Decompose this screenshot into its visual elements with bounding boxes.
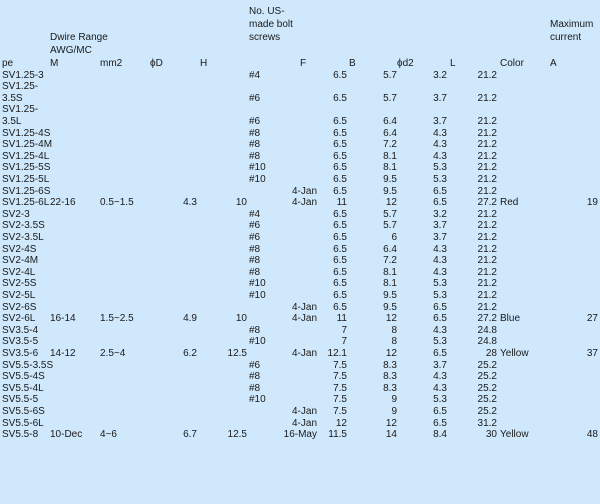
table-row	[0, 104, 600, 116]
cell-bolt: #10	[249, 278, 266, 290]
cell-pe: SV2-4M	[2, 255, 39, 267]
cell-L: 6.5	[433, 405, 447, 417]
cell-d2: 8.3	[383, 371, 397, 383]
cell-B: 11	[336, 197, 347, 209]
cell-pe: SV1.25-6S	[2, 185, 51, 197]
cell-d2: 8.1	[383, 150, 397, 162]
cell-bolt: #8	[249, 371, 261, 383]
cell-d2: 6.4	[383, 243, 397, 255]
cell-B: 6.5	[333, 162, 347, 174]
header-type: pe	[2, 58, 14, 69]
cell-t: 31.2	[477, 417, 497, 429]
cell-pe: SV1.25-6L	[2, 197, 50, 209]
cell-pe: SV2-4L	[2, 266, 36, 278]
cell-pe: 3.5S	[2, 92, 23, 104]
cell-t: 25.2	[477, 382, 497, 394]
cell-L: 6.5	[433, 347, 447, 359]
cell-pe: SV2-4S	[2, 243, 37, 255]
cell-B: 11	[336, 313, 347, 325]
cell-mm2: 1.5~2.5	[100, 313, 134, 325]
cell-pe: SV5.5-4L	[2, 382, 44, 394]
cell-A: 37	[586, 347, 598, 359]
cell-L: 5.3	[433, 289, 447, 301]
table-row	[0, 244, 600, 256]
header-m: M	[50, 58, 59, 69]
cell-d2: 8.1	[383, 278, 397, 290]
cell-L: 3.7	[433, 231, 447, 243]
header-screws: screws	[249, 32, 281, 43]
cell-B: 6.5	[333, 173, 347, 185]
cell-d2: 14	[385, 429, 397, 441]
cell-d2: 5.7	[383, 220, 397, 232]
cell-t: 21.2	[477, 150, 497, 162]
cell-bolt: #8	[249, 139, 261, 151]
cell-B: 7.5	[333, 405, 347, 417]
header-dwire-range: Dwire Range	[50, 32, 108, 43]
cell-d2: 9.5	[383, 289, 397, 301]
cell-d2: 9.5	[383, 185, 397, 197]
header-made-bolt: made bolt	[249, 19, 293, 30]
cell-t: 21.2	[477, 92, 497, 104]
cell-B: 6.5	[333, 150, 347, 162]
cell-bolt: #4	[249, 208, 261, 220]
cell-B: 6.5	[333, 115, 347, 127]
cell-B: 7.5	[333, 382, 347, 394]
cell-d2: 12	[385, 313, 397, 325]
cell-d2: 9	[391, 405, 397, 417]
cell-d2: 12	[385, 417, 397, 429]
cell-B: 6.5	[333, 185, 347, 197]
cell-pe: SV2-6L	[2, 313, 36, 325]
cell-pe: SV3.5-6	[2, 347, 39, 359]
table-row	[0, 220, 600, 232]
cell-L: 4.3	[433, 127, 447, 139]
cell-pe: SV1.25-4S	[2, 127, 51, 139]
table-row	[0, 360, 600, 372]
cell-pe: SV3.5-4	[2, 324, 39, 336]
cell-H: 10	[235, 313, 247, 325]
table-row	[0, 406, 600, 418]
cell-B: 12	[335, 417, 347, 429]
table-row	[0, 348, 600, 360]
header-phid2: ϕd2	[397, 58, 414, 69]
cell-d2: 6.4	[383, 127, 397, 139]
cell-t: 21.2	[477, 162, 497, 174]
cell-B: 6.5	[333, 220, 347, 232]
cell-B: 6.5	[333, 208, 347, 220]
cell-t: 21.2	[477, 208, 497, 220]
cell-bolt: #6	[249, 231, 261, 243]
cell-D: 6.2	[183, 347, 197, 359]
cell-bolt: #8	[249, 243, 261, 255]
cell-pe: 3.5L	[2, 115, 22, 127]
cell-L: 4.3	[433, 139, 447, 151]
cell-bolt: #10	[249, 162, 266, 174]
cell-t: 21.2	[477, 139, 497, 151]
cell-F: 4-Jan	[291, 313, 317, 325]
table-row	[0, 429, 600, 441]
cell-t: 21.2	[477, 289, 497, 301]
cell-pe: SV2-3.5S	[2, 220, 45, 232]
cell-pe: SV3.5-5	[2, 336, 39, 348]
header-H: H	[200, 58, 208, 69]
cell-L: 4.3	[433, 243, 447, 255]
cell-L: 3.7	[433, 115, 447, 127]
cell-F: 4-Jan	[291, 405, 317, 417]
cell-F: 16-May	[283, 429, 317, 441]
table-row	[0, 371, 600, 383]
header-color: Color	[500, 58, 524, 69]
header-no-us: No. US-	[249, 6, 285, 17]
cell-L: 5.3	[433, 278, 447, 290]
cell-L: 3.2	[433, 69, 447, 81]
cell-bolt: #10	[249, 173, 266, 185]
table-row	[0, 197, 600, 209]
cell-L: 4.3	[433, 382, 447, 394]
cell-F: 4-Jan	[291, 347, 317, 359]
cell-B: 6.5	[333, 127, 347, 139]
cell-d2: 8	[391, 336, 397, 348]
cell-t: 21.2	[477, 266, 497, 278]
cell-t: 25.2	[477, 371, 497, 383]
cell-d2: 8	[391, 324, 397, 336]
header-A: A	[550, 58, 557, 69]
table-row	[0, 267, 600, 279]
table-row	[0, 278, 600, 290]
cell-B: 6.5	[333, 255, 347, 267]
cell-B: 6.5	[333, 289, 347, 301]
cell-F: 4-Jan	[291, 301, 317, 313]
cell-bolt: #4	[249, 69, 261, 81]
cell-pe: SV1.25-5S	[2, 162, 51, 174]
cell-awg: 22-16	[50, 197, 76, 209]
cell-pe: SV1.25-3	[2, 69, 44, 81]
cell-bolt: #10	[249, 289, 266, 301]
cell-bolt: #8	[249, 255, 261, 267]
header-mm2: mm2	[100, 58, 123, 69]
cell-t: 21.2	[477, 243, 497, 255]
header-F: F	[300, 58, 307, 69]
cell-d2: 7.2	[383, 255, 397, 267]
cell-awg: 16-14	[50, 313, 76, 325]
cell-B: 6.5	[333, 139, 347, 151]
table-row	[0, 394, 600, 406]
cell-d2: 9.5	[383, 173, 397, 185]
header-maximum: Maximum	[550, 19, 594, 30]
cell-H: 10	[235, 197, 247, 209]
cell-B: 6.5	[333, 69, 347, 81]
cell-bolt: #6	[249, 92, 261, 104]
cell-L: 5.3	[433, 336, 447, 348]
cell-pe: SV5.5-8	[2, 429, 39, 441]
cell-pe: SV2-5S	[2, 278, 37, 290]
header-phiD: ϕD	[150, 58, 163, 69]
cell-t: 21.2	[477, 127, 497, 139]
cell-pe: SV5.5-6L	[2, 417, 44, 429]
cell-B: 7.5	[333, 394, 347, 406]
table-row	[0, 151, 600, 163]
cell-L: 3.2	[433, 208, 447, 220]
cell-t: 30	[485, 429, 497, 441]
cell-bolt: #6	[249, 220, 261, 232]
cell-B: 7.5	[333, 371, 347, 383]
cell-pe: SV1.25-4M	[2, 139, 53, 151]
header-B: B	[349, 58, 356, 69]
cell-d2: 6	[391, 231, 397, 243]
cell-pe: SV2-3.5L	[2, 231, 44, 243]
cell-B: 6.5	[333, 266, 347, 278]
cell-pe: SV5.5-4S	[2, 371, 45, 383]
cell-pe: SV2-5L	[2, 289, 36, 301]
cell-F: 4-Jan	[291, 197, 317, 209]
cell-d2: 5.7	[383, 92, 397, 104]
cell-L: 3.7	[433, 359, 447, 371]
cell-mm2: 4~6	[100, 429, 117, 441]
cell-t: 24.8	[477, 324, 497, 336]
cell-d2: 5.7	[383, 69, 397, 81]
table-row	[0, 383, 600, 395]
table-row	[0, 116, 600, 128]
cell-pe: SV5.5-6S	[2, 405, 45, 417]
cell-L: 5.3	[433, 162, 447, 174]
cell-bolt: #6	[249, 115, 261, 127]
cell-d2: 9	[391, 394, 397, 406]
table-row	[0, 232, 600, 244]
table-row	[0, 139, 600, 151]
table-row	[0, 325, 600, 337]
table-row	[0, 81, 600, 93]
cell-A: 48	[586, 429, 598, 441]
cell-t: 21.2	[477, 185, 497, 197]
cell-awg: 14-12	[50, 347, 76, 359]
cell-bolt: #8	[249, 382, 261, 394]
cell-t: 21.2	[477, 278, 497, 290]
cell-B: 6.5	[333, 301, 347, 313]
cell-mm2: 2.5~4	[100, 347, 126, 359]
cell-B: 12.1	[327, 347, 347, 359]
cell-color: Yellow	[500, 429, 529, 441]
table-row	[0, 93, 600, 105]
cell-mm2: 0.5~1.5	[100, 197, 134, 209]
cell-pe: SV1.25-4L	[2, 150, 50, 162]
cell-d2: 8.1	[383, 266, 397, 278]
cell-D: 6.7	[183, 429, 197, 441]
cell-B: 6.5	[333, 278, 347, 290]
cell-L: 4.3	[433, 266, 447, 278]
table-row	[0, 128, 600, 140]
table-row	[0, 162, 600, 174]
cell-L: 4.3	[433, 255, 447, 267]
table-row	[0, 290, 600, 302]
header-awg: AWG/MC	[50, 45, 92, 56]
cell-bolt: #8	[249, 324, 261, 336]
cell-t: 21.2	[477, 173, 497, 185]
cell-d2: 5.7	[383, 208, 397, 220]
cell-t: 24.8	[477, 336, 497, 348]
cell-t: 21.2	[477, 220, 497, 232]
cell-d2: 6.4	[383, 115, 397, 127]
cell-d2: 12	[385, 197, 397, 209]
cell-color: Red	[500, 197, 519, 209]
cell-d2: 8.3	[383, 359, 397, 371]
cell-L: 4.3	[433, 371, 447, 383]
cell-pe: SV2-6S	[2, 301, 37, 313]
cell-L: 6.5	[433, 197, 447, 209]
cell-d2: 7.2	[383, 139, 397, 151]
cell-d2: 9.5	[383, 301, 397, 313]
cell-awg: 10-Dec	[50, 429, 83, 441]
cell-B: 6.5	[333, 231, 347, 243]
cell-bolt: #10	[249, 336, 266, 348]
cell-pe: SV1.25-5L	[2, 173, 50, 185]
cell-F: 4-Jan	[291, 185, 317, 197]
cell-bolt: #8	[249, 266, 261, 278]
table-row	[0, 418, 600, 430]
cell-bolt: #6	[249, 359, 261, 371]
cell-t: 28	[485, 347, 497, 359]
table-row	[0, 313, 600, 325]
cell-D: 4.3	[183, 197, 197, 209]
table-row	[0, 336, 600, 348]
cell-D: 4.9	[183, 313, 197, 325]
cell-color: Yellow	[500, 347, 529, 359]
cell-H: 12.5	[227, 347, 247, 359]
cell-L: 8.4	[433, 429, 447, 441]
cell-d2: 8.3	[383, 382, 397, 394]
cell-B: 11.5	[328, 429, 347, 441]
table-row	[0, 209, 600, 221]
cell-A: 27	[586, 313, 598, 325]
cell-pe: SV1.25-	[2, 81, 39, 93]
cell-d2: 12	[385, 347, 397, 359]
cell-B: 7	[341, 324, 347, 336]
cell-pe: SV5.5-5	[2, 394, 39, 406]
cell-L: 6.5	[433, 313, 447, 325]
cell-F: 4-Jan	[291, 417, 317, 429]
cell-L: 4.3	[433, 150, 447, 162]
cell-bolt: #10	[249, 394, 266, 406]
cell-B: 6.5	[333, 92, 347, 104]
cell-t: 21.2	[477, 231, 497, 243]
table-row	[0, 255, 600, 267]
cell-L: 3.7	[433, 92, 447, 104]
cell-L: 3.7	[433, 220, 447, 232]
table-row	[0, 174, 600, 186]
cell-A: 19	[586, 197, 598, 209]
cell-t: 21.2	[477, 255, 497, 267]
cell-B: 6.5	[333, 243, 347, 255]
cell-L: 5.3	[433, 173, 447, 185]
cell-t: 25.2	[477, 359, 497, 371]
cell-pe: SV1.25-	[2, 104, 39, 116]
cell-pe: SV2-3	[2, 208, 30, 220]
cell-H: 12.5	[227, 429, 247, 441]
cell-L: 6.5	[433, 301, 447, 313]
cell-t: 21.2	[477, 69, 497, 81]
cell-L: 5.3	[433, 394, 447, 406]
cell-t: 21.2	[477, 301, 497, 313]
cell-t: 21.2	[477, 115, 497, 127]
cell-L: 6.5	[433, 185, 447, 197]
cell-bolt: #8	[249, 127, 261, 139]
cell-t: 25.2	[477, 394, 497, 406]
cell-bolt: #8	[249, 150, 261, 162]
cell-t: 25.2	[477, 405, 497, 417]
table-row	[0, 302, 600, 314]
cell-L: 6.5	[433, 417, 447, 429]
cell-t: 27.2	[477, 197, 497, 209]
cell-color: Blue	[500, 313, 521, 325]
cell-B: 7	[341, 336, 347, 348]
table-row	[0, 186, 600, 198]
cell-t: 27.2	[477, 313, 497, 325]
cell-pe: SV5.5-3.5S	[2, 359, 54, 371]
cell-L: 4.3	[433, 324, 447, 336]
header-area	[0, 0, 600, 72]
header-L: L	[450, 58, 456, 69]
cell-d2: 8.1	[383, 162, 397, 174]
header-current: current	[550, 32, 582, 43]
cell-B: 7.5	[333, 359, 347, 371]
table-row	[0, 70, 600, 82]
